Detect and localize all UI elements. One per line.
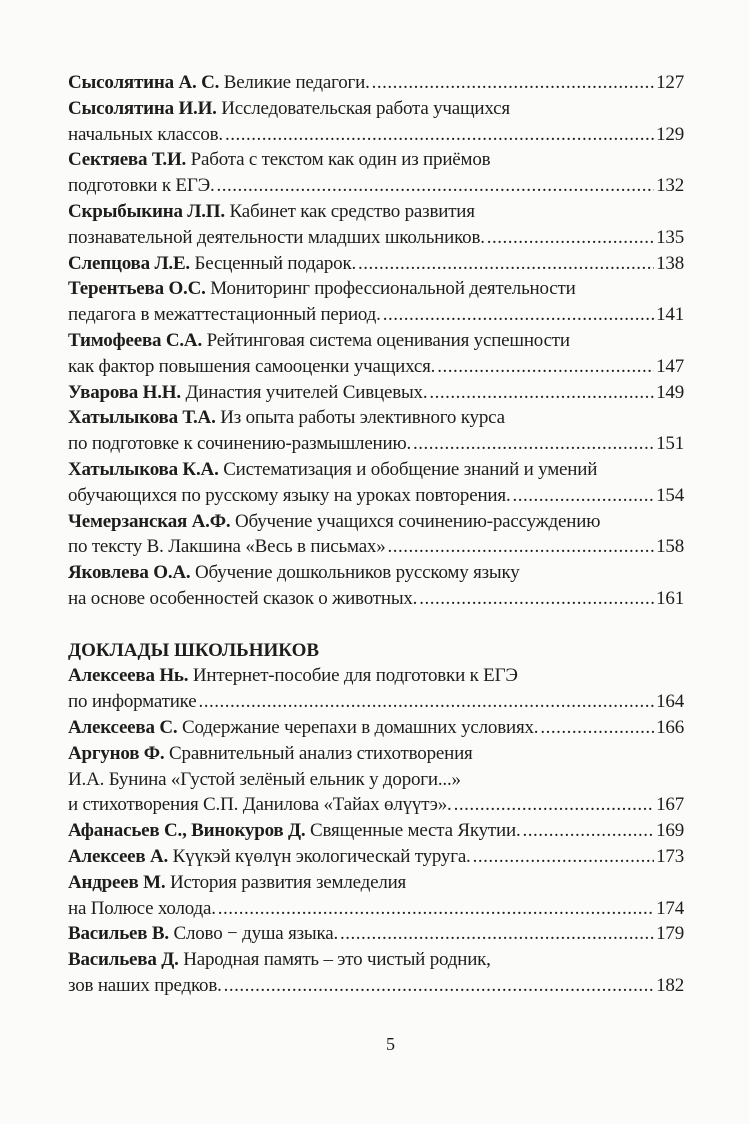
entry-text [68, 767, 461, 793]
entry-title-line: по тексту В. Лакшина «Весь в письмах» [68, 536, 386, 558]
toc-line [68, 380, 684, 406]
entry-text [68, 457, 597, 483]
entry-text [68, 870, 406, 896]
entry-title-line: И.А. Бунина «Густой зелёный ельник у дороги...» [68, 768, 461, 790]
entry-title-line: Обучение учащихся сочинению-рассуждению [234, 510, 601, 532]
entry-title-line: Рейтинговая система оценивания успешности [206, 329, 570, 351]
section-heading: ДОКЛАДЫ ШКОЛЬНИКОВ [68, 639, 320, 661]
entry-title-line: Священные места Якутии. [310, 820, 521, 842]
dot-leader [372, 70, 654, 96]
toc-line [68, 354, 684, 380]
toc-line [68, 896, 684, 922]
entry-text [68, 586, 417, 612]
entry-page: 179 [656, 923, 684, 945]
entry-page: 138 [656, 252, 684, 274]
entry-page: 169 [656, 820, 684, 842]
entry-page: 182 [656, 974, 684, 996]
entry-page: 154 [656, 484, 684, 506]
toc-entry [68, 560, 684, 612]
toc-entry [68, 870, 684, 922]
toc-line [68, 483, 684, 509]
entry-title-line: на основе особенностей сказок о животных. [68, 587, 418, 609]
entry-title-line: на Полюсе холода. [68, 897, 216, 919]
toc-line [68, 792, 684, 818]
entry-title-line: Күүкэй күөлүн экологическай туруга. [172, 845, 471, 867]
entry-author: Тимофеева С.А. [68, 329, 203, 351]
entry-title-line: Систематизация и обобщение знаний и умений [223, 458, 598, 480]
entry-page: 166 [656, 716, 684, 738]
toc-entry [68, 741, 684, 818]
entry-text [68, 947, 491, 973]
entry-text [68, 147, 490, 173]
dot-leader [388, 534, 655, 560]
entry-title-line: Слово − душа языка. [173, 923, 339, 945]
toc-line [68, 431, 684, 457]
toc-entry [68, 921, 684, 947]
entry-text [68, 663, 518, 689]
toc-line [68, 199, 684, 225]
entry-text [68, 225, 485, 251]
dot-leader [224, 973, 654, 999]
entry-text [68, 328, 570, 354]
entry-title-line: Кабинет как средство развития [229, 200, 475, 222]
toc-line [68, 767, 684, 793]
entry-author: Афанасьев С., Винокуров Д. [68, 820, 306, 842]
toc-line [68, 586, 684, 612]
entry-page: 129 [656, 123, 684, 145]
entry-title-line: и стихотворения С.П. Данилова «Тайах өлүүтэ». [68, 794, 452, 816]
entry-page: 151 [656, 433, 684, 455]
entry-text [68, 122, 223, 148]
toc-line [68, 276, 684, 302]
entry-text [68, 302, 381, 328]
entry-page: 141 [656, 304, 684, 326]
toc-line [68, 328, 684, 354]
toc-line [68, 251, 684, 277]
entry-title-line: как фактор повышения самооценки учащихся. [68, 355, 436, 377]
toc-line [68, 147, 684, 173]
entry-title-line: начальных классов. [68, 123, 223, 145]
toc-line [68, 689, 684, 715]
toc-entry [68, 818, 684, 844]
toc-entry [68, 405, 684, 457]
dot-leader [540, 715, 654, 741]
entry-page: 158 [656, 536, 684, 558]
entry-text [68, 199, 475, 225]
entry-author: Слепцова Л.Е. [68, 252, 190, 274]
entry-title-line: История развития земледелия [169, 871, 407, 893]
entry-page: 167 [656, 794, 684, 816]
entry-title-line: Обучение дошкольников русскому языку [195, 562, 520, 584]
entry-author: Сысолятина И.И. [68, 97, 217, 119]
toc-line [68, 534, 684, 560]
entry-title-line: педагога в межаттестационный период. [68, 304, 381, 326]
entry-author: Терентьева О.С. [68, 278, 206, 300]
toc-entry [68, 199, 684, 251]
entry-title-line: по информатике [68, 691, 197, 713]
entry-page: 135 [656, 226, 684, 248]
dot-leader [473, 844, 654, 870]
entry-text [68, 354, 435, 380]
entry-author: Андреев М. [68, 871, 166, 893]
entry-author: Скрыбыкина Л.П. [68, 200, 225, 222]
toc-entry [68, 70, 684, 96]
toc-entry [68, 457, 684, 509]
toc-entry [68, 96, 684, 148]
dot-leader [225, 122, 654, 148]
entry-author: Алексеева Нь. [68, 665, 189, 687]
toc-entry [68, 328, 684, 380]
entry-page: 127 [656, 72, 684, 93]
entry-text [68, 715, 538, 741]
toc-line [68, 663, 684, 689]
entry-author: Яковлева О.А. [68, 562, 191, 584]
entry-title-line: Содержание черепахи в домашних условиях. [181, 716, 539, 738]
dot-leader [523, 818, 655, 844]
toc-line [68, 818, 684, 844]
entry-title-line: познавательной деятельности младших школьников. [68, 226, 485, 248]
entry-title-line: по подготовке к сочинению-размышлению. [68, 433, 412, 455]
dot-leader [383, 302, 654, 328]
entry-text [68, 405, 505, 431]
entry-text [68, 560, 520, 586]
entry-text [68, 276, 576, 302]
entry-title-line: Династия учителей Сивцевых. [185, 381, 428, 403]
entry-text [68, 380, 427, 406]
toc-line [68, 405, 684, 431]
toc-line [68, 741, 684, 767]
dot-leader [419, 586, 654, 612]
entry-title-line: зов наших предков. [68, 974, 222, 996]
toc-entry [68, 844, 684, 870]
entry-text [68, 431, 411, 457]
toc-entry [68, 251, 684, 277]
entry-title-line: Народная память – это чистый родник, [183, 949, 491, 971]
entry-title-line: Бесценный подарок. [194, 252, 357, 274]
entry-author: Алексеев А. [68, 845, 169, 867]
toc-line [68, 921, 684, 947]
entry-author: Сысолятина А. С. [68, 72, 220, 93]
entry-text [68, 896, 216, 922]
toc-line [68, 173, 684, 199]
toc-entry [68, 147, 684, 199]
entry-author: Васильева Д. [68, 949, 179, 971]
toc-entry [68, 947, 684, 999]
dot-leader [358, 251, 654, 277]
entry-title-line: Великие педагоги. [223, 72, 370, 93]
toc-entry [68, 663, 684, 715]
entry-page: 161 [656, 587, 684, 609]
toc-line [68, 509, 684, 535]
dot-leader [487, 225, 654, 251]
dot-leader [217, 173, 655, 199]
entry-text [68, 792, 452, 818]
toc-line [68, 844, 684, 870]
toc-line [68, 302, 684, 328]
dot-leader [340, 921, 654, 947]
toc-line [68, 457, 684, 483]
toc-entry [68, 276, 684, 328]
dot-leader [454, 792, 655, 818]
entry-author: Хатылыкова Т.А. [68, 407, 216, 429]
toc-line [68, 122, 684, 148]
entry-page: 174 [656, 897, 684, 919]
entry-text [68, 921, 338, 947]
dot-leader [198, 689, 654, 715]
toc-line [68, 225, 684, 251]
entry-author: Чемерзанская А.Ф. [68, 510, 231, 532]
entry-title-line: Исследовательская работа учащихся [221, 97, 510, 119]
entry-author: Хатылыкова К.А. [68, 458, 219, 480]
entry-text [68, 173, 215, 199]
entry-text [68, 844, 471, 870]
dot-leader [218, 896, 654, 922]
dot-leader [429, 380, 654, 406]
entry-title-line: Работа с текстом как один из приёмов [190, 149, 491, 171]
toc-line [68, 947, 684, 973]
toc-line [68, 96, 684, 122]
entry-page: 132 [656, 175, 684, 197]
entry-title-line: Мониторинг профессиональной деятельности [210, 278, 576, 300]
entry-author: Алексеева С. [68, 716, 178, 738]
entry-page: 173 [656, 845, 684, 867]
entry-author: Уварова Н.Н. [68, 381, 181, 403]
toc-entry [68, 380, 684, 406]
entry-page: 164 [656, 691, 684, 713]
entry-author: Васильев В. [68, 923, 169, 945]
entry-text [68, 689, 196, 715]
toc-line [68, 560, 684, 586]
entry-text [68, 96, 510, 122]
entry-text [68, 70, 370, 96]
entry-author: Аргунов Ф. [68, 742, 165, 764]
dot-leader [513, 483, 655, 509]
toc-entry [68, 715, 684, 741]
page-number: 5 [386, 1034, 395, 1054]
entry-title-line: подготовки к ЕГЭ. [68, 175, 215, 197]
entry-title-line: Из опыта работы элективного курса [220, 407, 505, 429]
table-of-contents [68, 70, 684, 999]
toc-line [68, 973, 684, 999]
entry-text [68, 251, 356, 277]
entry-text [68, 741, 473, 767]
entry-title-line: обучающихся по русскому языку на уроках повторения. [68, 484, 511, 506]
entry-page: 147 [656, 355, 684, 377]
dot-leader [413, 431, 654, 457]
entry-text [68, 973, 222, 999]
entry-title-line: Сравнительный анализ стихотворения [169, 742, 473, 764]
dot-leader [437, 354, 654, 380]
entry-text [68, 818, 521, 844]
entry-text [68, 483, 511, 509]
toc-line [68, 870, 684, 896]
entry-title-line: Интернет-пособие для подготовки к ЕГЭ [192, 665, 518, 687]
entry-text [68, 509, 600, 535]
toc-line [68, 715, 684, 741]
entry-author: Сектяева Т.И. [68, 149, 187, 171]
entry-page: 149 [656, 381, 684, 403]
toc-line [68, 70, 684, 96]
entry-text [68, 534, 386, 560]
toc-entry [68, 509, 684, 561]
